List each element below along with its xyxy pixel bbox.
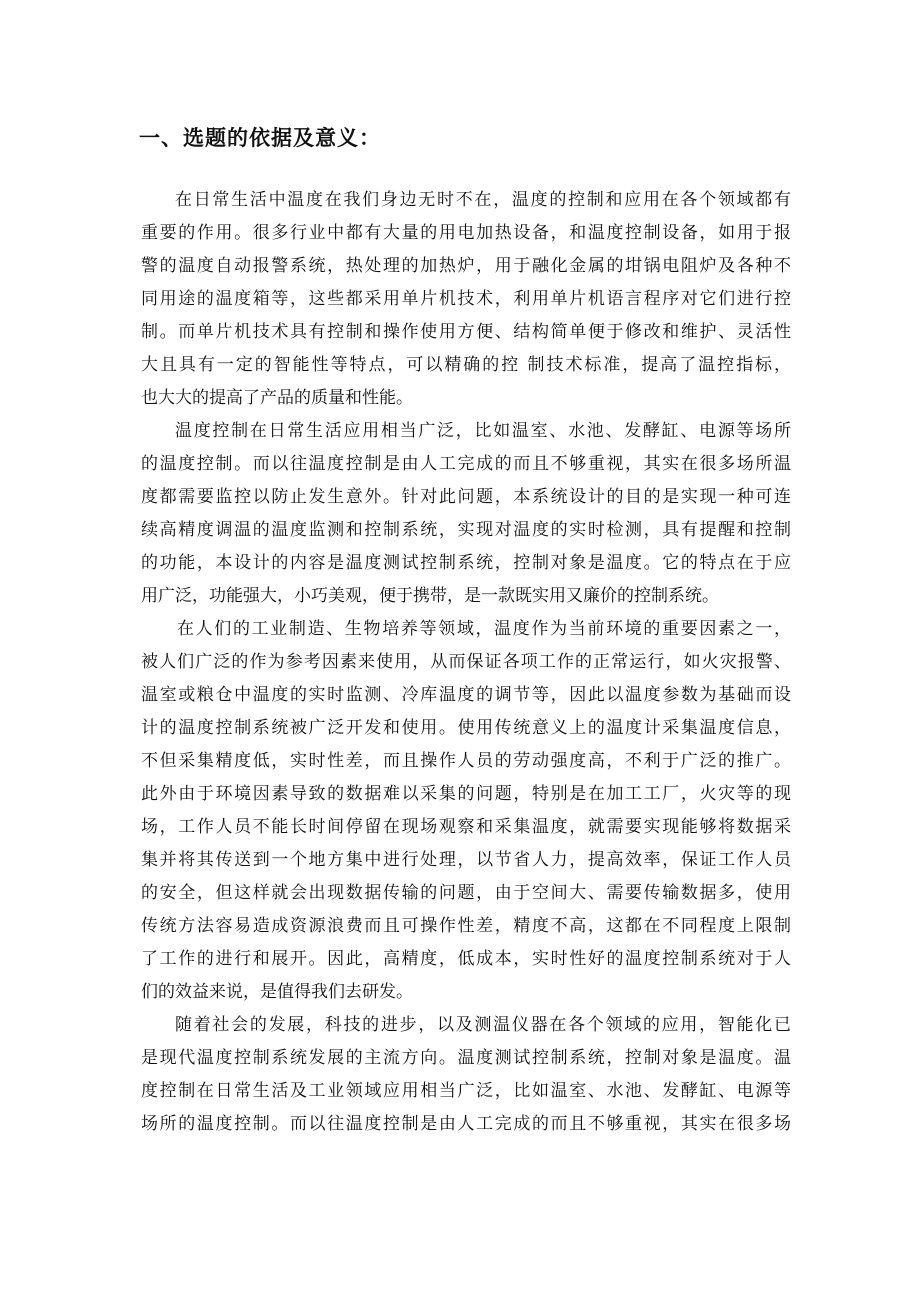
paragraph-1-line-2: 重要的作用。很多行业中都有大量的用电加热设备，和温度控制设备，如用于报 <box>141 223 791 243</box>
paragraph-2-line-5: 的功能，本设计的内容是温度测试控制系统，控制对象是温度。它的特点在于应 <box>141 553 791 573</box>
body-text <box>141 184 791 1141</box>
paragraph-3-line-5: 不但采集精度低，实时性差，而且操作人员的劳动强度高，不利于广泛的推广。 <box>141 751 791 771</box>
paragraph-2-line-2: 的温度控制。而以往温度控制是由人工完成的而且不够重视，其实在很多场所温 <box>141 454 791 474</box>
paragraph-2-line-4: 续高精度调温的温度监测和控制系统，实现对温度的实时检测，具有提醒和控制 <box>141 520 791 540</box>
paragraph-3-line-3: 温室或粮仓中温度的实时监测、冷库温度的调节等，因此以温度参数为基础而设 <box>141 685 791 705</box>
paragraph-2-line-6: 用广泛，功能强大，小巧美观，便于携带，是一款既实用又廉价的控制系统。 <box>141 586 719 606</box>
paragraph-3-line-6: 此外由于环境因素导致的数据难以采集的问题，特别是在加工工厂，火灾等的现 <box>141 784 791 804</box>
paragraph-3-line-12: 们的效益来说，是值得我们去研发。 <box>141 982 413 1002</box>
paragraph-1-line-1: 在日常生活中温度在我们身边无时不在，温度的控制和应用在各个领域都有 <box>175 190 791 210</box>
paragraph-4-line-1: 随着社会的发展，科技的进步，以及测温仪器在各个领域的应用，智能化已 <box>175 1015 791 1035</box>
paragraph-3-line-11: 了工作的进行和展开。因此，高精度，低成本，实时性好的温度控制系统对于人 <box>141 949 791 969</box>
paragraph-3-line-9: 的安全，但这样就会出现数据传输的问题，由于空间大、需要传输数据多，使用 <box>141 883 791 903</box>
paragraph-4-line-3: 度控制在日常生活及工业领域应用相当广泛，比如温室、水池、发酵缸、电源等 <box>141 1081 791 1101</box>
paragraph-1-line-5: 制。而单片机技术具有控制和操作使用方便、结构简单便于修改和维护、灵活性 <box>141 322 791 342</box>
paragraph-4-line-2: 是现代温度控制系统发展的主流方向。温度测试控制系统，控制对象是温度。温 <box>141 1048 791 1068</box>
paragraph-1-line-6: 大且具有一定的智能性等特点，可以精确的控 制技术标准，提高了温控指标， <box>141 355 791 375</box>
paragraph-3-line-2: 被人们广泛的作为参考因素来使用，从而保证各项工作的正常运行，如火灾报警、 <box>141 652 791 672</box>
paragraph-2-line-3: 度都需要监控以防止发生意外。针对此问题，本系统设计的目的是实现一种可连 <box>141 487 791 507</box>
paragraph-3-line-1: 在人们的工业制造、生物培养等领域，温度作为当前环境的重要因素之一， <box>177 619 791 639</box>
paragraph-2-line-1: 温度控制在日常生活应用相当广泛，比如温室、水池、发酵缸、电源等场所 <box>175 421 791 441</box>
paragraph-3-line-7: 场，工作人员不能长时间停留在现场观察和采集温度，就需要实现能够将数据采 <box>141 817 791 837</box>
paragraph-1-line-3: 警的温度自动报警系统，热处理的加热炉，用于融化金属的坩锅电阻炉及各种不 <box>141 256 791 276</box>
paragraph-1-line-4: 同用途的温度箱等，这些都采用单片机技术，利用单片机语言程序对它们进行控 <box>141 289 791 309</box>
paragraph-4-line-4: 场所的温度控制。而以往温度控制是由人工完成的而且不够重视，其实在很多场 <box>141 1114 791 1134</box>
paragraph-1-line-7: 也大大的提高了产品的质量和性能。 <box>141 388 413 408</box>
paragraph-3-line-4: 计的温度控制系统被广泛开发和使用。使用传统意义上的温度计采集温度信息， <box>141 718 791 738</box>
paragraph-3-line-8: 集并将其传送到一个地方集中进行处理，以节省人力，提高效率，保证工作人员 <box>141 850 791 870</box>
paragraph-3-line-10: 传统方法容易造成资源浪费而且可操作性差，精度不高，这都在不同程度上限制 <box>141 916 791 936</box>
section-heading: 一、选题的依据及意义： <box>139 126 381 150</box>
